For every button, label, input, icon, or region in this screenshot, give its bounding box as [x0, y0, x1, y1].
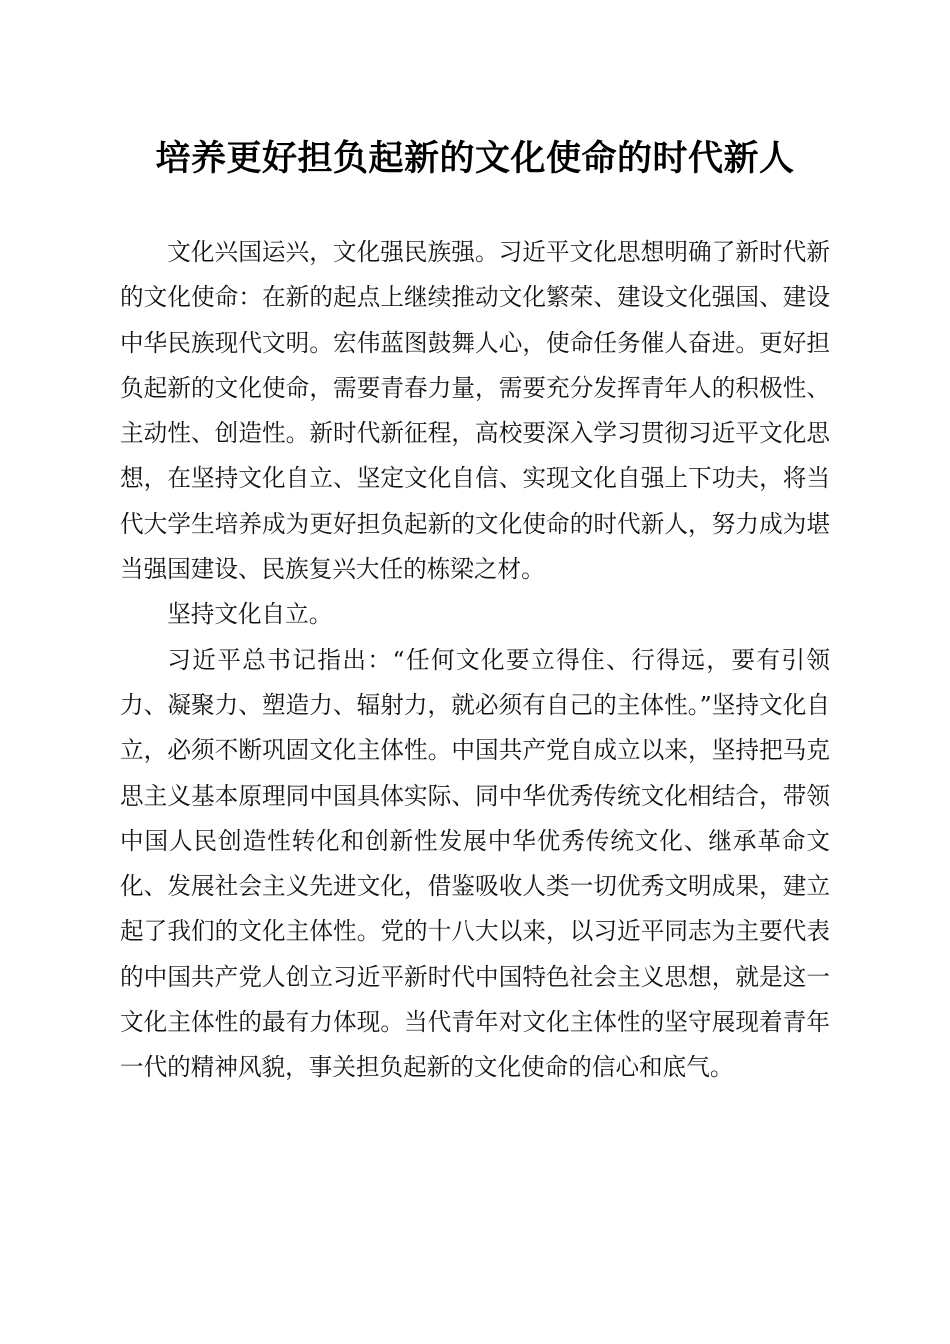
paragraph-intro: 文化兴国运兴，文化强民族强。习近平文化思想明确了新时代新的文化使命：在新的起点上继续推动文化繁荣、建设文化强国、建设中华民族现代文明。宏伟蓝图鼓舞人心，使命任务催人奋进。更好担负起新的文化使命，需要青春力量，需要充分发挥青年人的积极性、主动性、创造性。新时代新征程，高校要深入学习贯彻习近平文化思想，在坚持文化自立、坚定文化自信、实现文化自强上下功夫，将当代大学生培养成为更好担负起新的文化使命的时代新人，努力成为堪当强国建设、民族复兴大任的栋梁之材。: [120, 238, 830, 584]
document-body: [120, 230, 830, 1091]
paragraph-section-heading: 坚持文化自立。: [167, 600, 333, 629]
document-title: 培养更好担负起新的文化使命的时代新人: [155, 138, 795, 179]
paragraph-cultural-subjectivity: 习近平总书记指出：“任何文化要立得住、行得远，要有引领力、凝聚力、塑造力、辐射力，就必须有自己的主体性。”坚持文化自立，必须不断巩固文化主体性。中国共产党自成立以来，坚持把马克思主义基本原理同中国具体实际、同中华优秀传统文化相结合，带领中国人民创造性转化和创新性发展中华优秀传统文化、继承革命文化、发展社会主义先进文化，借鉴吸收人类一切优秀文明成果，建立起了我们的文化主体性。党的十八大以来，以习近平同志为主要代表的中国共产党人创立习近平新时代中国特色社会主义思想，就是这一文化主体性的最有力体现。当代青年对文化主体性的坚守展现着青年一代的精神风貌，事关担负起新的文化使命的信心和底气。: [120, 645, 830, 1082]
